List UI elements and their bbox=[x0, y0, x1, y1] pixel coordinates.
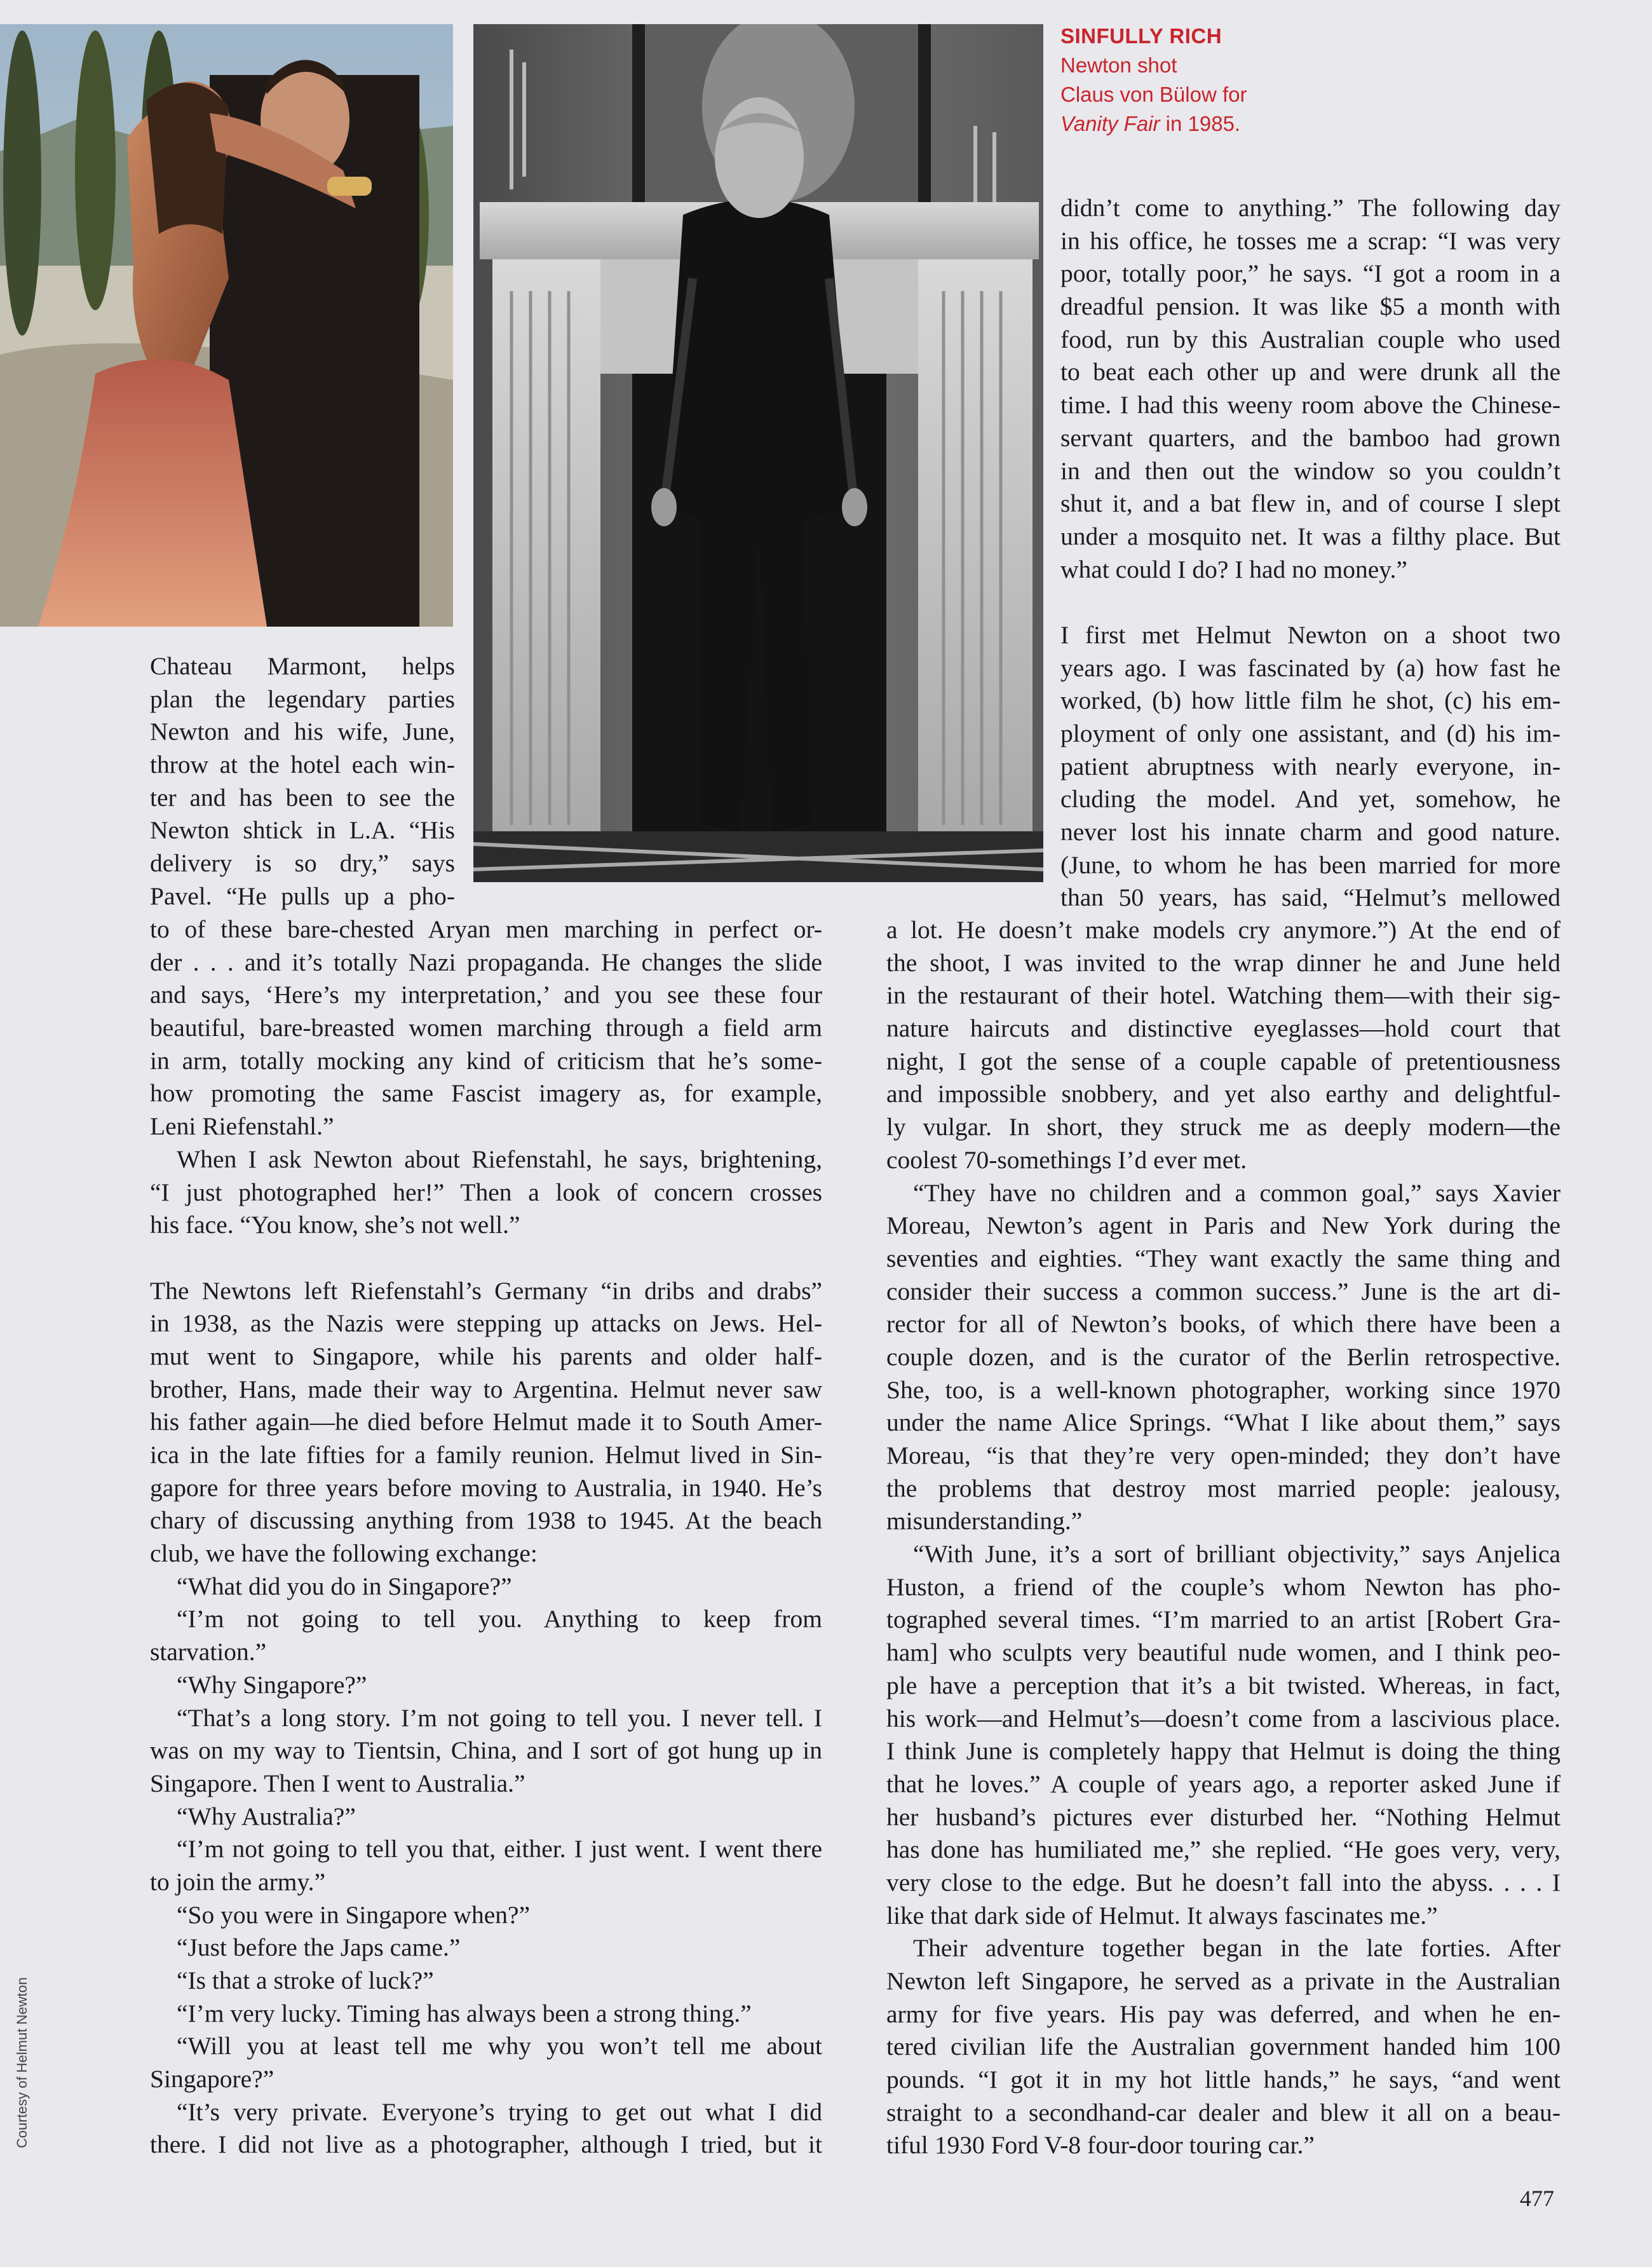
text-line: to of these bare-chested Aryan men marching in perfect or- bbox=[150, 915, 822, 943]
text-line: “I’m very lucky. Timing has always been a strong thing.” bbox=[177, 1999, 752, 2027]
text-line: “Why Singapore?” bbox=[177, 1670, 367, 1699]
text-line: straight to a secondhand-car dealer and blew it all on a beau- bbox=[886, 2098, 1561, 2127]
text-line: When I ask Newton about Riefenstahl, he says, brightening, bbox=[177, 1145, 822, 1173]
text-line: there. I did not live as a photographer, although I tried, but it bbox=[150, 2130, 822, 2159]
text-line: I first met Helmut Newton on a shoot two bbox=[1060, 620, 1561, 649]
page-number: 477 bbox=[1520, 2186, 1554, 2211]
text-line: Their adventure together began in the late forties. After bbox=[913, 1934, 1561, 1963]
right-column-lower-text bbox=[886, 914, 1561, 2162]
text-line: the shoot, I was invited to the wrap dinner he and June held bbox=[886, 948, 1561, 977]
caption-line: Newton shot bbox=[1060, 53, 1177, 77]
text-line: Huston, a friend of the couple’s whom Newton has pho- bbox=[886, 1572, 1561, 1601]
text-line: seventies and eighties. “They want exactly the same thing and bbox=[886, 1244, 1561, 1272]
text-line: very close to the edge. But he doesn’t fall into the abyss. . . . I bbox=[886, 1868, 1561, 1896]
text-line: army for five years. His pay was deferred, and when he en- bbox=[886, 1999, 1561, 2028]
text-line: the problems that destroy most married people: jealousy, bbox=[886, 1474, 1561, 1502]
text-line: “Why Australia?” bbox=[177, 1802, 356, 1830]
text-line: “Just before the Japs came.” bbox=[177, 1933, 461, 1962]
text-line: his face. “You know, she’s not well.” bbox=[150, 1211, 520, 1239]
text-line: in his office, he tosses me a scrap: “I was very bbox=[1060, 226, 1561, 255]
text-line: worked, (b) how little film he shot, (c) his em- bbox=[1060, 686, 1561, 715]
text-line: “It’s very private. Everyone’s trying to get out what I did bbox=[177, 2097, 822, 2126]
text-line: “They have no children and a common goal,” says Xavier bbox=[913, 1178, 1561, 1207]
text-line: servant quarters, and the bamboo had grown bbox=[1060, 423, 1561, 452]
text-line: “That’s a long story. I’m not going to tell you. I never tell. I bbox=[177, 1703, 822, 1732]
text-line: “Is that a stroke of luck?” bbox=[177, 1966, 434, 1994]
text-line: night, I got the sense of a couple capable of pretentiousness bbox=[886, 1047, 1561, 1075]
text-line: tiful 1930 Ford V-8 four-door touring car.” bbox=[886, 2131, 1315, 2160]
text-line: what could I do? I had no money.” bbox=[1060, 555, 1407, 583]
text-line: Moreau, “is that they’re very open-minded; they don’t have bbox=[886, 1441, 1561, 1469]
text-line: ter and has been to see the bbox=[150, 783, 455, 812]
text-line: tered civilian life the Australian government handed him 100 bbox=[886, 2032, 1561, 2061]
text-line: Newton shtick in L.A. “His bbox=[150, 816, 455, 845]
left-column-narrow-text bbox=[150, 650, 455, 913]
text-line: Newton left Singapore, he served as a private in the Australian bbox=[886, 1967, 1561, 1995]
text-line: in 1938, as the Nazis were stepping up attacks on Jews. Hel- bbox=[150, 1309, 822, 1338]
text-line: plan the legendary parties bbox=[150, 684, 455, 713]
text-line: mut went to Singapore, while his parents and older half- bbox=[150, 1342, 822, 1370]
text-line: misunderstanding.” bbox=[886, 1507, 1083, 1535]
text-line: Chateau Marmont, helps bbox=[150, 652, 455, 680]
text-line: dreadful pension. It was like $5 a month with bbox=[1060, 292, 1561, 321]
text-line: ica in the late fifties for a family reunion. Helmut lived in Sin- bbox=[150, 1441, 822, 1469]
caption-heading: SINFULLY RICH bbox=[1060, 24, 1222, 48]
text-line: years ago. I was fascinated by (a) how fast he bbox=[1060, 653, 1561, 682]
caption-magazine-title: Vanity Fair bbox=[1060, 112, 1160, 135]
fireplace-portrait-illustration bbox=[473, 24, 1043, 882]
text-line-spacer bbox=[1060, 586, 1561, 619]
text-line: cluding the model. And yet, somehow, he bbox=[1060, 785, 1561, 814]
text-line: “I just photographed her!” Then a look of concern crosses bbox=[150, 1178, 822, 1206]
text-line: beautiful, bare-breasted women marching through a field arm bbox=[150, 1014, 822, 1042]
text-line: ple have a perception that it’s a bit twisted. Whereas, in fact, bbox=[886, 1671, 1561, 1699]
text-line: “I’m not going to tell you. Anything to keep from bbox=[177, 1605, 822, 1633]
text-line: never lost his innate charm and good nature. bbox=[1060, 818, 1561, 847]
text-line: shut it, and a bat flew in, and of course I slept bbox=[1060, 489, 1561, 518]
text-line: that he loves.” A couple of years ago, a reporter asked June if bbox=[886, 1769, 1561, 1798]
text-line: ly vulgar. In short, they struck me as deeply modern—the bbox=[886, 1113, 1561, 1141]
text-line: his father again—he died before Helmut made it to South Amer- bbox=[150, 1408, 822, 1436]
text-line: poor, totally poor,” he says. “I got a room in a bbox=[1060, 259, 1561, 288]
text-line: how promoting the same Fascist imagery as, for example, bbox=[150, 1079, 822, 1108]
text-line: ham] who sculpts very beautiful nude women, and I think peo- bbox=[886, 1638, 1561, 1667]
text-line: starvation.” bbox=[150, 1638, 267, 1666]
text-line: time. I had this weeny room above the Chinese- bbox=[1060, 391, 1561, 419]
caption-year: in 1985. bbox=[1160, 112, 1241, 135]
text-line: pounds. “I got it in my hot little hands,” he says, “and went bbox=[886, 2066, 1561, 2094]
text-line: delivery is so dry,” says bbox=[150, 849, 455, 878]
text-line: The Newtons left Riefenstahl’s Germany “in dribs and drabs” bbox=[150, 1276, 822, 1305]
text-line-spacer bbox=[150, 1242, 822, 1275]
text-line: rector for all of Newton’s books, of which there have been a bbox=[886, 1310, 1561, 1338]
text-line: in the restaurant of their hotel. Watching them—with their sig- bbox=[886, 981, 1561, 1010]
text-line: and impossible snobbery, and yet also earthy and delightful- bbox=[886, 1080, 1561, 1108]
couple-photo-illustration bbox=[0, 24, 453, 627]
text-line: than 50 years, has said, “Helmut’s mellowed bbox=[1060, 883, 1561, 912]
text-line: Leni Riefenstahl.” bbox=[150, 1112, 334, 1141]
text-line: coolest 70-somethings I’d ever met. bbox=[886, 1145, 1247, 1174]
text-line: Newton and his wife, June, bbox=[150, 718, 455, 746]
text-line: “So you were in Singapore when?” bbox=[177, 1900, 531, 1929]
photo-credit: Courtesy of Helmut Newton bbox=[14, 1977, 30, 2148]
text-line: her husband’s pictures ever disturbed her. “Nothing Helmut bbox=[886, 1802, 1561, 1831]
text-line: under a mosquito net. It was a filthy place. But bbox=[1060, 522, 1561, 550]
fireplace-portrait-photo bbox=[473, 24, 1043, 882]
text-line: consider their success a common success.” June is the art di- bbox=[886, 1277, 1561, 1305]
text-line: brother, Hans, made their way to Argentina. Helmut never saw bbox=[150, 1375, 822, 1403]
text-line: to beat each other up and were drunk all the bbox=[1060, 358, 1561, 386]
text-line: patient abruptness with nearly everyone, in- bbox=[1060, 752, 1561, 780]
text-line: like that dark side of Helmut. It always fascinates me.” bbox=[886, 1901, 1438, 1930]
text-line: Singapore?” bbox=[150, 2065, 274, 2093]
text-line: (June, to whom he has been married for more bbox=[1060, 850, 1561, 879]
text-line: “With June, it’s a sort of brilliant objectivity,” says Anjelica bbox=[913, 1540, 1561, 1569]
text-line: and says, ‘Here’s my interpretation,’ and you see these four bbox=[150, 981, 822, 1009]
text-line: in and then out the window so you couldn’t bbox=[1060, 456, 1561, 485]
text-line: Pavel. “He pulls up a pho- bbox=[150, 882, 455, 910]
caption-line bbox=[1060, 109, 1276, 139]
text-line: was on my way to Tientsin, China, and I sort of got hung up in bbox=[150, 1736, 822, 1765]
text-line: food, run by this Australian couple who used bbox=[1060, 325, 1561, 353]
text-line: She, too, is a well-known photographer, working since 1970 bbox=[886, 1375, 1561, 1404]
text-line: ployment of only one assistant, and (d) his im- bbox=[1060, 719, 1561, 747]
text-line: tographed several times. “I’m married to an artist [Robert Gra- bbox=[886, 1605, 1561, 1634]
text-line: has done has humiliated me,” she replied. “He goes very, very, bbox=[886, 1835, 1561, 1864]
text-line: club, we have the following exchange: bbox=[150, 1539, 538, 1568]
text-line: “What did you do in Singapore?” bbox=[177, 1572, 512, 1600]
text-line: “I’m not going to tell you that, either. I just went. I went there bbox=[177, 1835, 822, 1863]
text-line: didn’t come to anything.” The following day bbox=[1060, 194, 1561, 222]
text-line: nature haircuts and distinctive eyeglasses—hold court that bbox=[886, 1014, 1561, 1043]
text-line: under the name Alice Springs. “What I like about them,” says bbox=[886, 1408, 1561, 1437]
text-line: chary of discussing anything from 1938 to 1945. At the beach bbox=[150, 1506, 822, 1535]
text-line: I think June is completely happy that Helmut is doing the thing bbox=[886, 1737, 1561, 1766]
text-line: to join the army.” bbox=[150, 1867, 326, 1896]
text-line: his work—and Helmut’s—doesn’t come from a lascivious place. bbox=[886, 1704, 1561, 1733]
text-line: in arm, totally mocking any kind of criticism that he’s some- bbox=[150, 1046, 822, 1075]
text-line: Moreau, Newton’s agent in Paris and New York during the bbox=[886, 1211, 1561, 1240]
text-line: couple dozen, and is the curator of the Berlin retrospective. bbox=[886, 1342, 1561, 1371]
left-column-text bbox=[150, 913, 822, 2161]
text-line: a lot. He doesn’t make models cry anymore.”) At the end of bbox=[886, 916, 1561, 944]
photo-caption bbox=[1060, 22, 1276, 139]
text-line: der . . . and it’s totally Nazi propaganda. He changes the slide bbox=[150, 948, 822, 976]
text-line: throw at the hotel each win- bbox=[150, 751, 455, 779]
text-line: Singapore. Then I went to Australia.” bbox=[150, 1769, 525, 1797]
text-line: “Will you at least tell me why you won’t tell me about bbox=[177, 2032, 822, 2060]
text-line: gapore for three years before moving to Australia, in 1940. He’s bbox=[150, 1473, 822, 1502]
caption-line: Claus von Bülow for bbox=[1060, 83, 1247, 106]
right-column-upper-text bbox=[1060, 192, 1561, 915]
couple-photo bbox=[0, 24, 453, 627]
